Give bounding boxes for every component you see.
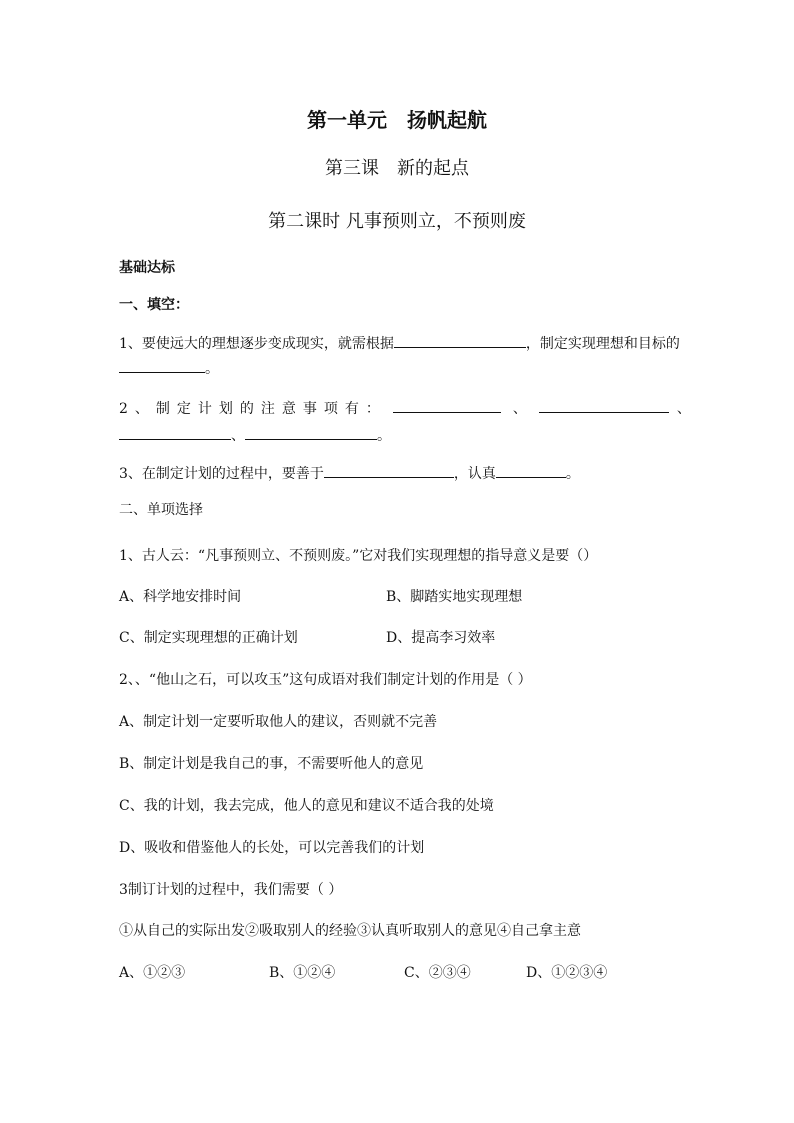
choice-q1-option-b[interactable]: B、脚踏实地实现理想 [386,589,523,605]
fill-q2-blank-2[interactable] [539,398,669,413]
section-label: 基础达标 [119,260,175,276]
fill-q2-blank-3[interactable] [119,425,231,440]
fill-q3-text-b: ，认真 [453,466,496,482]
fill-q3-blank-2[interactable] [496,463,566,478]
fill-q2-blank-1[interactable] [393,398,501,413]
fill-q2-blank-4[interactable] [245,425,377,440]
fill-q3-text-c: 。 [565,466,580,482]
fill-q1-text-a: 1、要使远大的理想逐步变成现实，就需根据 [119,336,394,352]
choice-q3-items: ①从自己的实际出发②吸取别人的经验③认真听取别人的意见④自己拿主意 [119,923,581,939]
choice-q1-option-c[interactable]: C、制定实现理想的正确计划 [119,630,298,646]
fill-q1-blank-2[interactable] [119,358,205,373]
fill-q1-line1 [119,333,680,354]
fill-q2-sep-1: 、 [512,401,527,417]
choice-q3-option-b[interactable]: B、①②④ [269,965,336,981]
fill-q2-sep-3: 、 [231,428,245,444]
choice-q2-option-c[interactable]: C、我的计划，我去完成，他人的意见和建议不适合我的处境 [119,798,494,814]
fill-q1-blank-1[interactable] [394,333,526,348]
fill-q1-text-b: ，制定实现理想和目标的 [525,336,680,352]
lesson-title: 第三课 新的起点 [325,158,469,179]
choice-q2-option-d[interactable]: D、吸收和借鉴他人的长处，可以完善我们的计划 [119,840,425,856]
fill-q2-line1 [119,398,691,419]
fill-q2-sep-2: 、 [676,401,691,417]
fill-q2-line2 [119,425,391,446]
fill-q3-blank-1[interactable] [324,463,454,478]
fill-q2-end: 。 [377,428,391,444]
choice-q2-option-b[interactable]: B、制定计划是我自己的事，不需要听他人的意见 [119,756,424,772]
fill-q3-line [119,463,580,484]
fill-in-heading: 一、填空： [119,297,189,313]
unit-title: 第一单元 扬帆起航 [307,108,487,132]
choice-q3-stem: 3制订计划的过程中，我们需要（ ） [119,882,343,898]
choice-q3-option-a[interactable]: A、①②③ [119,965,186,981]
choice-q2-option-a[interactable]: A、制定计划一定要听取他人的建议，否则就不完善 [119,714,438,730]
fill-q1-text-c: 。 [205,361,219,377]
choice-q3-option-c[interactable]: C、②③④ [404,965,471,981]
fill-q2-text-a: 2、制定计划的注意事项有： [119,401,387,417]
period-title: 第二课时 凡事预则立，不预则废 [268,211,526,232]
fill-q3-text-a: 3、在制定计划的过程中，要善于 [119,466,324,482]
choice-q1-stem: 1、古人云：“凡事预则立、不预则废。”它对我们实现理想的指导意义是要（） [119,548,598,564]
choice-q1-option-d[interactable]: D、提高李习效率 [386,630,496,646]
choice-q2-stem: 2、、“他山之石，可以攻玉”这句成语对我们制定计划的作用是（ ） [119,672,532,688]
choice-heading: 二、单项选择 [119,502,203,518]
choice-q1-option-a[interactable]: A、科学地安排时间 [119,589,242,605]
fill-q1-line2 [119,358,219,379]
choice-q3-option-d[interactable]: D、①②③④ [526,965,608,981]
